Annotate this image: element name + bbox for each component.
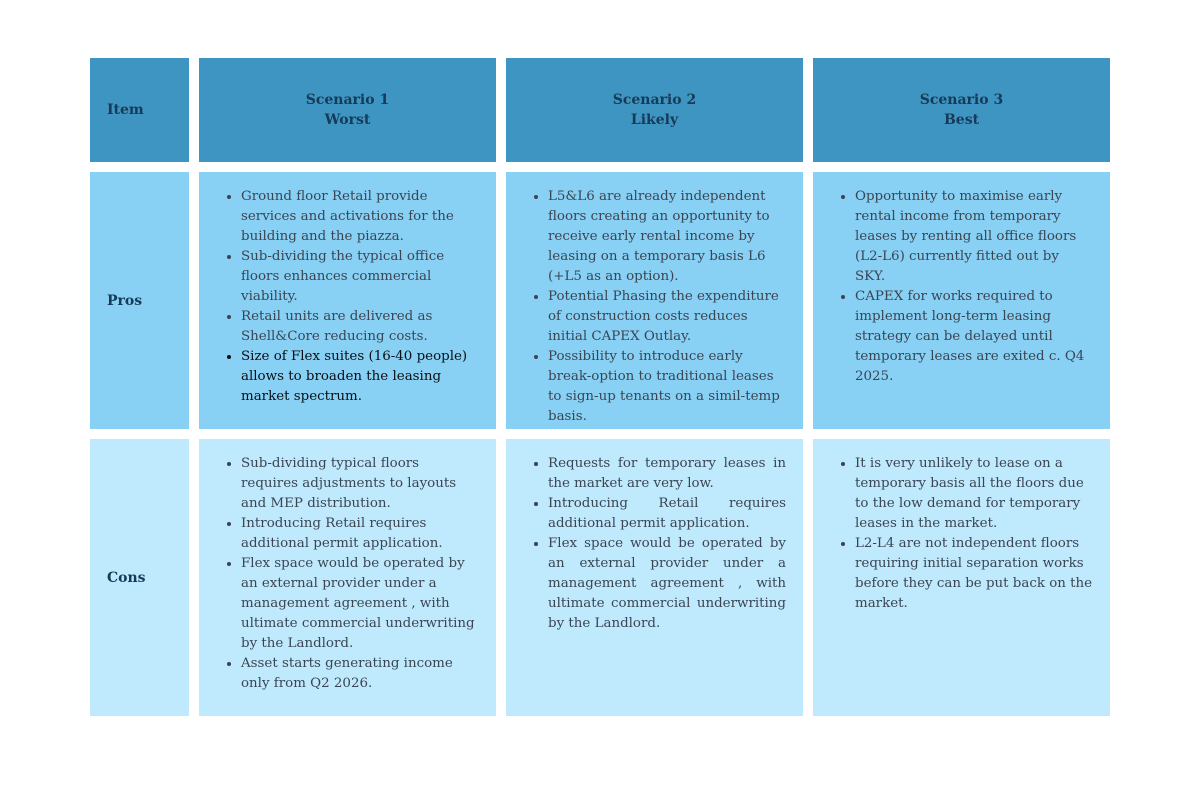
list-item: • Flex space would be operated by an external provider under a management agreement , with ultimate commercial underwriting by the Landlord. (241, 554, 479, 654)
cons-scenario-3 (813, 439, 1110, 716)
list-item: • Size of Flex suites (16-40 people) allows to broaden the leasing market spectrum. (241, 347, 479, 407)
header-scenario-2-title: Scenario 2 (612, 92, 697, 108)
list-item: • Introducing Retail requires additional permit application. (548, 494, 786, 534)
list-item: • It is very unlikely to lease on a temporary basis all the floors due to the low demand for temporary leases in the market. (855, 454, 1093, 534)
cons-scenario-1-list (209, 454, 479, 694)
list-item: • Introducing Retail requires additional permit application. (241, 514, 479, 554)
row-label-pros (90, 172, 189, 429)
row-label-pros-text: Pros (107, 292, 143, 309)
header-item (90, 58, 189, 162)
list-item: • Sub-dividing the typical office floors enhances commercial viability. (241, 247, 479, 307)
list-item: • Potential Phasing the expenditure of construction costs reduces initial CAPEX Outlay. (548, 287, 786, 347)
header-item-label: Item (107, 102, 144, 118)
cons-scenario-1 (199, 439, 496, 716)
header-scenario-1-title: Scenario 1 (305, 92, 390, 108)
cons-scenario-3-list (823, 454, 1093, 614)
pros-scenario-2-list (516, 187, 786, 427)
list-item: • L2-L4 are not independent floors requiring initial separation works before they can be put back on the market. (855, 534, 1093, 614)
row-label-cons-text: Cons (107, 569, 146, 586)
list-item: • Flex space would be operated by an external provider under a management agreement , with ultimate commercial underwriting by the Landlord. (548, 534, 786, 634)
cons-scenario-2-list (516, 454, 786, 634)
header-scenario-3-title: Scenario 3 (919, 92, 1004, 108)
cons-scenario-2 (506, 439, 803, 716)
pros-scenario-1 (199, 172, 496, 429)
header-scenario-2-subtitle: Likely (630, 112, 679, 128)
list-item: • Sub-dividing typical floors requires adjustments to layouts and MEP distribution. (241, 454, 479, 514)
list-item: • Opportunity to maximise early rental income from temporary leases by renting all office floors (L2-L6) currently fitted out by SKY. (855, 187, 1093, 287)
pros-scenario-2 (506, 172, 803, 429)
header-scenario-1 (199, 58, 496, 162)
header-scenario-3-subtitle: Best (943, 112, 980, 128)
list-item: • Retail units are delivered as Shell&Core reducing costs. (241, 307, 479, 347)
pros-scenario-1-list (209, 187, 479, 407)
list-item: • Ground floor Retail provide services and activations for the building and the piazza. (241, 187, 479, 247)
header-scenario-2 (506, 58, 803, 162)
list-item: • Possibility to introduce early break-option to traditional leases to sign-up tenants on a simil-temp basis. (548, 347, 786, 427)
header-scenario-1-subtitle: Worst (324, 112, 371, 128)
row-label-cons (90, 439, 189, 716)
list-item: • L5&L6 are already independent floors creating an opportunity to receive early rental income by leasing on a temporary basis L6 (+L5 as an option). (548, 187, 786, 287)
list-item: • Requests for temporary leases in the market are very low. (548, 454, 786, 494)
list-item: • Asset starts generating income only from Q2 2026. (241, 654, 479, 694)
header-scenario-3 (813, 58, 1110, 162)
pros-scenario-3 (813, 172, 1110, 429)
pros-scenario-3-list (823, 187, 1093, 387)
scenario-comparison-table (90, 58, 1110, 716)
list-item: • CAPEX for works required to implement long-term leasing strategy can be delayed until temporary leases are exited c. Q4 2025. (855, 287, 1093, 387)
